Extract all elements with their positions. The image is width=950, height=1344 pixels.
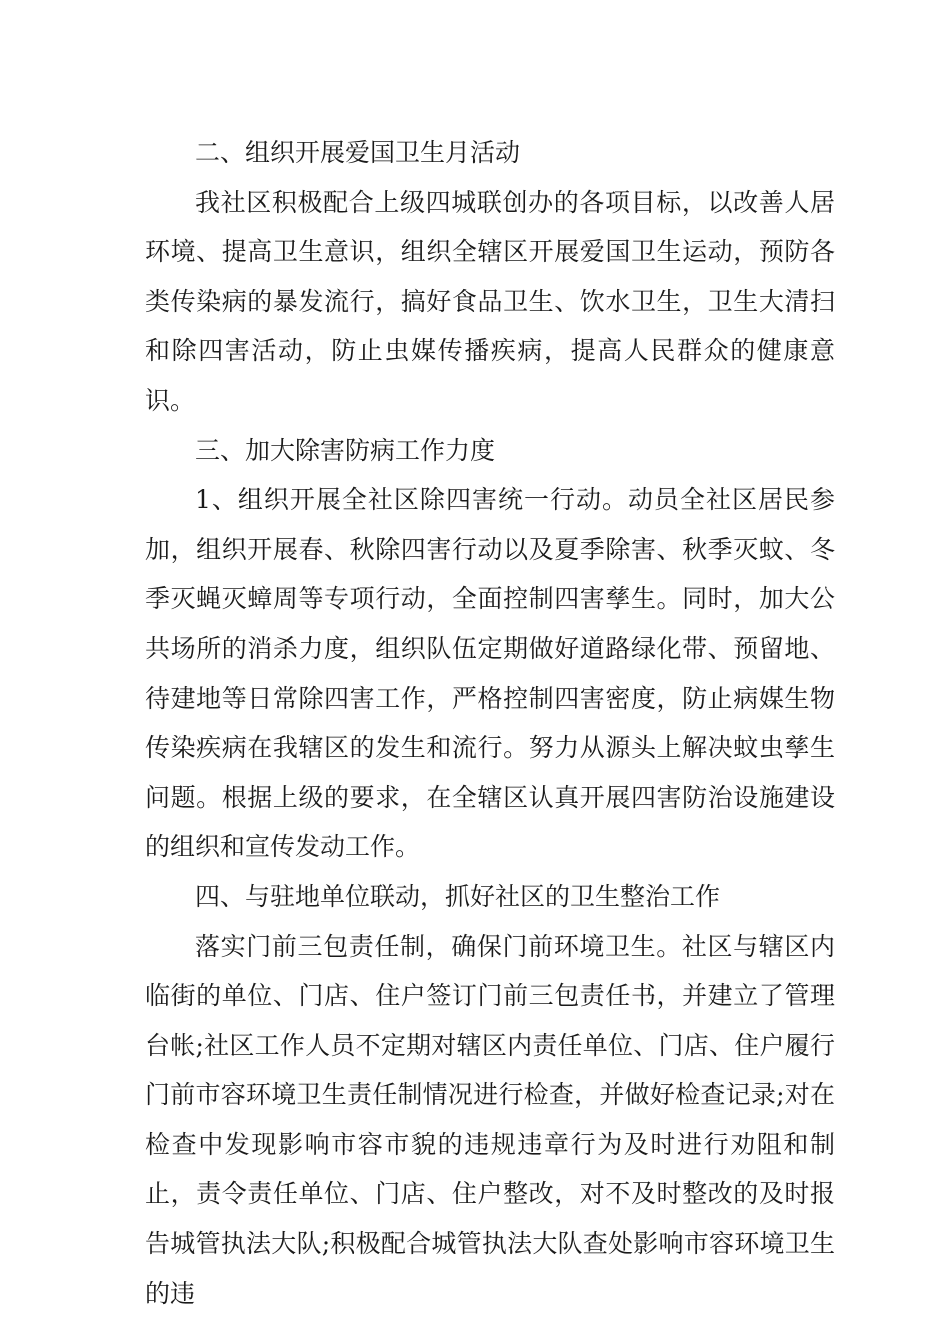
body-paragraph: 落实门前三包责任制，确保门前环境卫生。社区与辖区内临街的单位、门店、住户签订门前三包责任书，并建立了管理台帐;社区工作人员不定期对辖区内责任单位、门店、住户履行门前市容环境卫生责任制情况进行检查，并做好检查记录;对在检查中发现影响市容市貌的违规违章行为及时进行劝阻和制止，责令责任单位、门店、住户整改，对不及时整改的及时报告城管执法大队;积极配合城管执法大队查处影响市容环境卫生的违 [145, 931, 835, 1308]
body-paragraph: 我社区积极配合上级四城联创办的各项目标，以改善人居环境、提高卫生意识，组织全辖区开展爱国卫生运动，预防各类传染病的暴发流行，搞好食品卫生、饮水卫生，卫生大清扫和除四害活动，防止虫媒传播疾病，提高人民群众的健康意识。 [145, 187, 835, 415]
document-body [145, 128, 835, 1318]
section-heading-4: 四、与驻地单位联动，抓好社区的卫生整治工作 [195, 881, 721, 911]
section-heading-2: 二、组织开展爱国卫生月活动 [195, 138, 521, 167]
body-paragraph: 1、组织开展全社区除四害统一行动。动员全社区居民参加，组织开展春、秋除四害行动以及夏季除害、秋季灭蚊、冬季灭蝇灭蟑周等专项行动，全面控制四害孳生。同时，加大公共场所的消杀力度，组织队伍定期做好道路绿化带、预留地、待建地等日常除四害工作，严格控制四害密度，防止病媒生物传染疾病在我辖区的发生和流行。努力从源头上解决蚊虫孳生问题。根据上级的要求，在全辖区认真开展四害防治设施建设的组织和宣传发动工作。 [145, 485, 835, 862]
section-heading-3: 三、加大除害防病工作力度 [195, 435, 496, 465]
